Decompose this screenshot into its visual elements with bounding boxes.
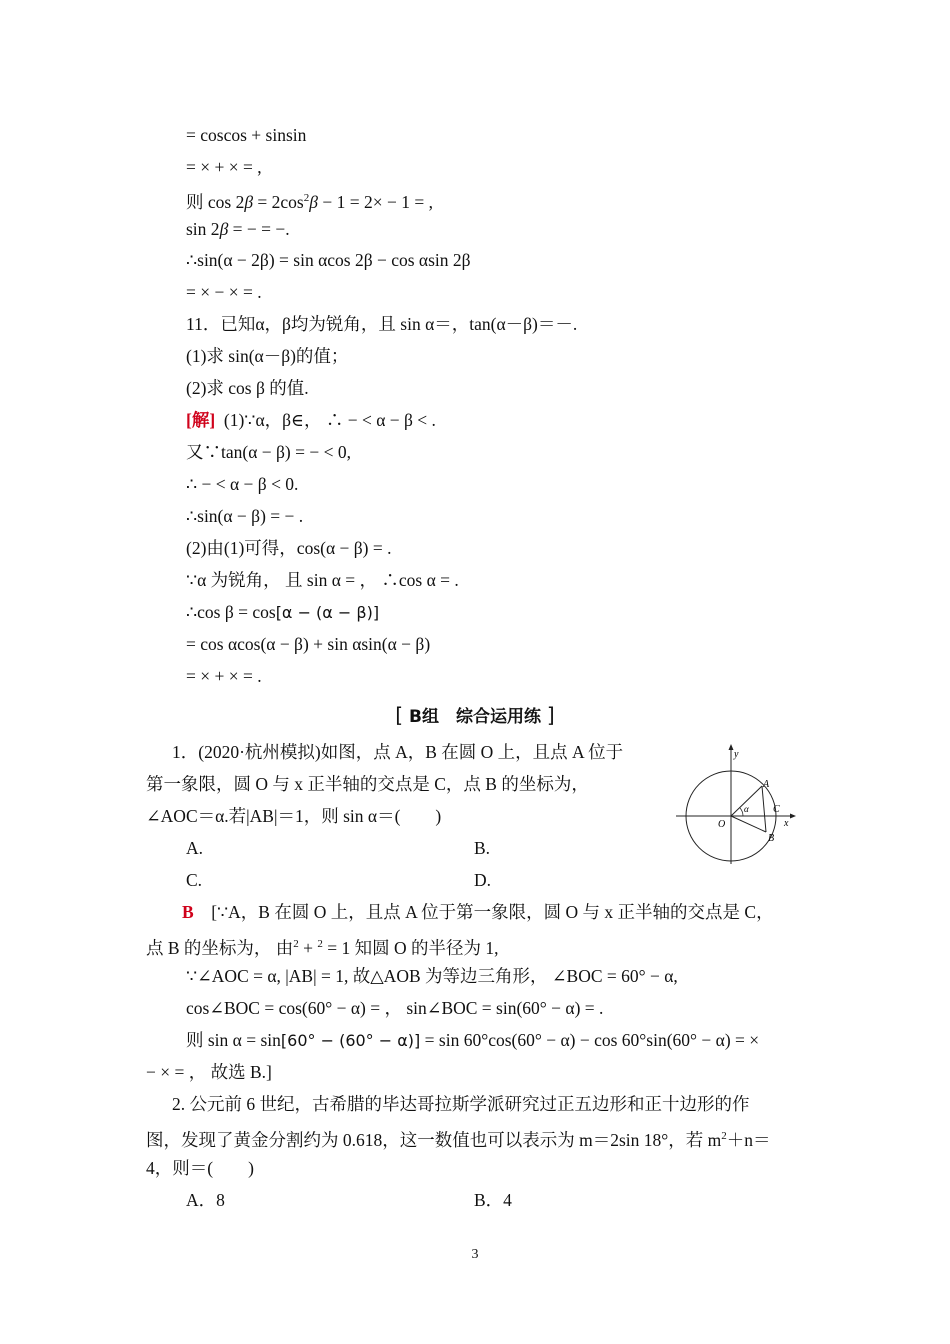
- derivation-line-6: = × − × = .: [186, 282, 262, 302]
- solution-11-line-9: = × + × = .: [186, 666, 262, 686]
- label-a: A: [763, 779, 770, 790]
- question-1-line-3: ∠AOC＝α.若|AB|＝1，则 sin α＝( ): [146, 806, 442, 826]
- question-2-line-3: 4，则＝( ): [146, 1158, 254, 1178]
- question-11-stem: 11．已知α，β均为锐角，且 sin α＝，tan(α－β)＝－.: [186, 314, 578, 334]
- label-alpha: α: [744, 804, 749, 814]
- unit-circle-figure: [670, 742, 800, 868]
- page-number: 3: [471, 1247, 479, 1262]
- question-1-line-2: 第一象限，圆 O 与 x 正半轴的交点是 C，点 B 的坐标为，: [146, 774, 589, 794]
- solution-11-line-4: ∴sin(α − β) = − .: [186, 506, 304, 526]
- solution-11-line-3: ∴ − < α − β < 0.: [186, 474, 299, 494]
- label-o: O: [718, 819, 726, 830]
- question-11-part-2: (2)求 cos β 的值.: [186, 378, 309, 398]
- question-1-option-b: B.: [474, 838, 491, 858]
- solution-11-line-6: ∵α 为锐角， 且 sin α = ， ∴cos α = .: [186, 570, 459, 590]
- solution-1-line-3: ∵∠AOC = α, |AB| = 1, 故△AOB 为等边三角形， ∠BOC = 60° − α,: [186, 966, 678, 986]
- question-1-option-c: C.: [186, 870, 203, 890]
- label-x: x: [784, 818, 789, 829]
- question-1-option-d: D.: [474, 870, 492, 890]
- solution-11-line-5: (2)由(1)可得，cos(α − β) = .: [186, 538, 392, 558]
- question-1-line-1: 1．(2020·杭州模拟)如图，点 A，B 在圆 O 上，且点 A 位于: [172, 742, 624, 762]
- solution-11-line-7: ∴cos β = cos[α − (α − β)]: [186, 602, 380, 622]
- solution-1-line-1: B [∵A，B 在圆 O 上，且点 A 位于第一象限，圆 O 与 x 正半轴的交点是 C，: [182, 902, 774, 922]
- solution-tag: [解]: [186, 410, 216, 430]
- label-c: C: [773, 804, 780, 815]
- segment-ob: [731, 816, 766, 832]
- solution-11-line-8: = cos αcos(α − β) + sin αsin(α − β): [186, 634, 431, 654]
- segment-ab: [762, 786, 766, 832]
- label-b: B: [768, 833, 775, 844]
- question-2-option-b: B．4: [474, 1190, 512, 1210]
- solution-1-line-4: cos∠BOC = cos(60° − α) = ， sin∠BOC = sin(60° − α) = .: [186, 998, 604, 1018]
- group-b-header: [ B组 综合运用练 ]: [395, 703, 555, 727]
- derivation-line-5: ∴sin(α − 2β) = sin αcos 2β − cos αsin 2β: [186, 250, 471, 270]
- derivation-line-4: sin 2β = − = −.: [186, 219, 290, 239]
- question-2-line-2: 图，发现了黄金分割约为 0.618，这一数值也可以表示为 m＝2sin 18°，若 $m^2+n=$: [146, 1130, 771, 1150]
- angle-arc: [740, 808, 743, 816]
- x-axis-arrow: [790, 814, 796, 819]
- solution-11-line-2: 又∵tan(α − β) = − < 0,: [186, 442, 351, 462]
- question-2-option-a: A．8: [186, 1190, 225, 1210]
- question-1-option-a: A.: [186, 838, 204, 858]
- derivation-line-2: = × + × = ,: [186, 157, 262, 177]
- y-axis-arrow: [729, 744, 734, 750]
- solution-1-line-2: 点 B 的坐标为， 由$^2$ + $^2$ = 1 知圆 O 的半径为 1,: [146, 938, 499, 958]
- solution-1-line-5: 则 sin α = sin[60° − (60° − α)] = sin 60°cos(60° − α) − cos 60°sin(60° − α) = ×: [186, 1030, 760, 1050]
- solution-1-line-6: − × = ， 故选 B.]: [146, 1062, 272, 1082]
- answer-badge: B: [182, 902, 194, 922]
- derivation-line-1: = coscos + sinsin: [186, 125, 307, 145]
- solution-11-line-1: [解] (1)∵α，β∈， ∴ − < α − β < .: [186, 410, 436, 430]
- question-2-line-1: 2. 公元前 6 世纪，古希腊的毕达哥拉斯学派研究过正五边形和正十边形的作: [172, 1094, 750, 1114]
- label-y: y: [734, 749, 739, 760]
- derivation-line-3: 则 $\cos 2\beta = 2\cos^2\beta - 1 = 2\times - 1$ = ,: [186, 192, 433, 212]
- question-11-part-1: (1)求 sin(α－β)的值；: [186, 346, 349, 366]
